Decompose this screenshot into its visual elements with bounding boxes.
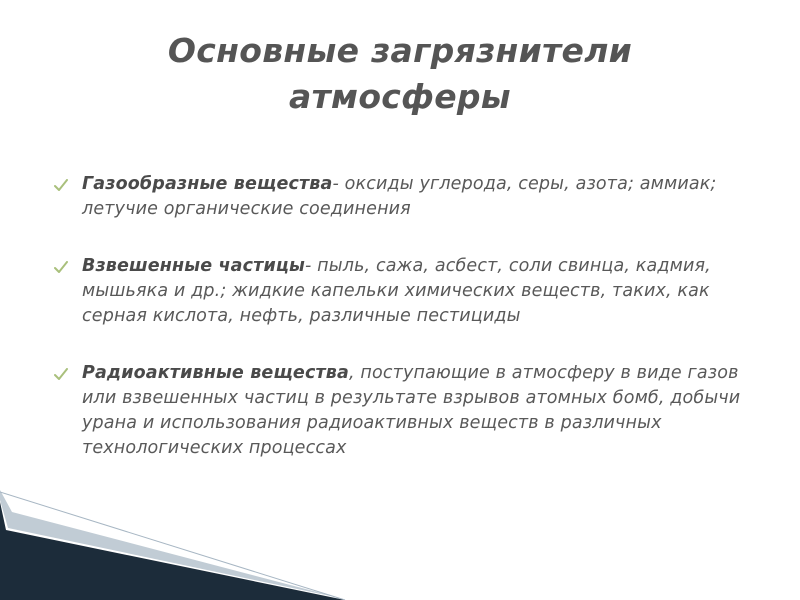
checkmark-icon: [54, 179, 68, 192]
bullet-separator: -: [332, 174, 345, 194]
slide-title-line-2: атмосферы: [289, 77, 511, 116]
slide-title-line-1: Основные загрязнители: [167, 31, 633, 70]
bullet-lead: Газообразные вещества: [82, 174, 333, 194]
checkmark-icon: [54, 368, 68, 381]
bullet-lead: Взвешенные частицы: [82, 256, 305, 276]
bullet-item-radioactive-substances: [54, 361, 754, 461]
bullet-list: [54, 172, 754, 461]
bullet-separator: -: [304, 256, 318, 276]
bullet-lead: Радиоактивные вещества: [82, 363, 349, 383]
bullet-text: оксиды углерода, серы, азота; аммиак; летучие органические соединения: [82, 174, 717, 219]
bullet-item-gaseous-substances: [54, 172, 754, 222]
bullet-text: пыль, сажа, асбест, соли свинца, кадмия, мышьяка и др.; жидкие капельки химических веществ, таких, как серная кислота, нефть, различные пестициды: [82, 256, 711, 326]
slide-title: [100, 28, 700, 120]
bullet-text: поступающие в атмосферу в виде газов или взвешенных частиц в результате взрывов атомных бомб, добычи урана и использования радиоактивных веществ в различных технологических процессах: [82, 363, 741, 458]
bullet-item-suspended-particles: [54, 254, 754, 329]
bullet-separator: ,: [348, 363, 361, 383]
decorative-swoosh: [0, 490, 360, 600]
checkmark-icon: [54, 261, 68, 274]
